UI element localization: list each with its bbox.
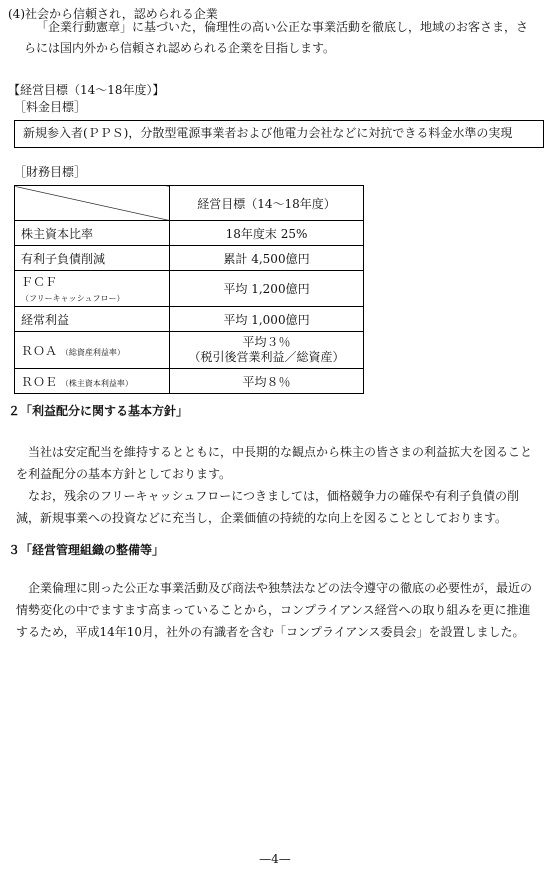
row-item: 有利子負債削減	[15, 246, 170, 271]
table-row	[15, 332, 364, 369]
row-item-cell	[15, 369, 170, 394]
row-value: 平均８％	[170, 369, 364, 394]
section-4-body: 「企業行動憲章」に基づいた，倫理性の高い公正な事業活動を徹底し，地域のお客さま，さらには国内外から信頼され認められる企業を目指します。	[24, 20, 529, 55]
table-row	[15, 221, 364, 246]
section-4-heading: (4)社会から信頼され，認められる企業	[8, 7, 218, 21]
policy-2-paragraph-2: なお，残余のフリーキャッシュフローにつきましては，価格競争力の確保や有利子負債の削減，新規事業への投資などに充当し，企業価値の持続的な向上を図ることとしております。	[16, 489, 520, 525]
row-item: ＲＯＡ	[21, 343, 58, 358]
table-header-goal: 経営目標（14～18年度）	[170, 186, 364, 221]
table-header-row	[15, 186, 364, 221]
row-value-cell	[170, 332, 364, 369]
row-item: ＲＯＥ	[21, 374, 58, 389]
row-value: 平均 1,000億円	[170, 307, 364, 332]
price-goal-label: ［料金目標］	[14, 100, 87, 114]
table-row	[15, 369, 364, 394]
table-row	[15, 271, 364, 307]
policy-3-paragraph-1: 企業倫理に則った公正な事業活動及び商法や独禁法などの法令遵守の徹底の必要性が，最近の情勢変化の中でますます高まっていることから，コンプライアンス経営への取り組みを更に推進するため，平成14年10月，社外の有識者を含む「コンプライアンス委員会」を設置しました。	[16, 581, 533, 639]
finance-goal-label: ［財務目標］	[14, 165, 87, 179]
row-value: 18年度末 25%	[170, 221, 364, 246]
row-item: ＦＣＦ	[21, 275, 58, 289]
row-item-sub: （総資産利益率）	[60, 347, 125, 357]
row-item: 経常利益	[15, 307, 170, 332]
row-item-cell	[15, 332, 170, 369]
price-goal-box: 新規参入者(ＰＰＳ)，分散型電源事業者および他電力会社などに対抗できる料金水準の実現	[14, 120, 544, 148]
page-number: —4—	[259, 852, 291, 866]
row-value-detail: （税引後営業利益／総資産）	[188, 350, 345, 364]
row-item: 株主資本比率	[15, 221, 170, 246]
row-item-cell	[15, 271, 170, 307]
table-row	[15, 246, 364, 271]
row-value: 平均 1,200億円	[170, 271, 364, 307]
row-value: 累計 4,500億円	[170, 246, 364, 271]
row-item-sub: （フリーキャッシュフロー）	[21, 294, 125, 303]
policy-3-heading: ３「経営管理組織の整備等」	[8, 543, 165, 557]
policy-2-heading: ２「利益配分に関する基本方針」	[8, 404, 189, 418]
row-value: 平均３％	[242, 335, 291, 349]
finance-goals-table	[14, 185, 364, 394]
row-item-sub: （株主資本利益率）	[60, 378, 133, 388]
goals-heading: 【経営目標（14～18年度）】	[8, 83, 165, 97]
table-row	[15, 307, 364, 332]
policy-2-paragraph-1: 当社は安定配当を維持するとともに，中長期的な観点から株主の皆さまの利益拡大を図ることを利益配分の基本方針としております。	[16, 445, 533, 481]
diagonal-header-cell	[15, 186, 170, 221]
